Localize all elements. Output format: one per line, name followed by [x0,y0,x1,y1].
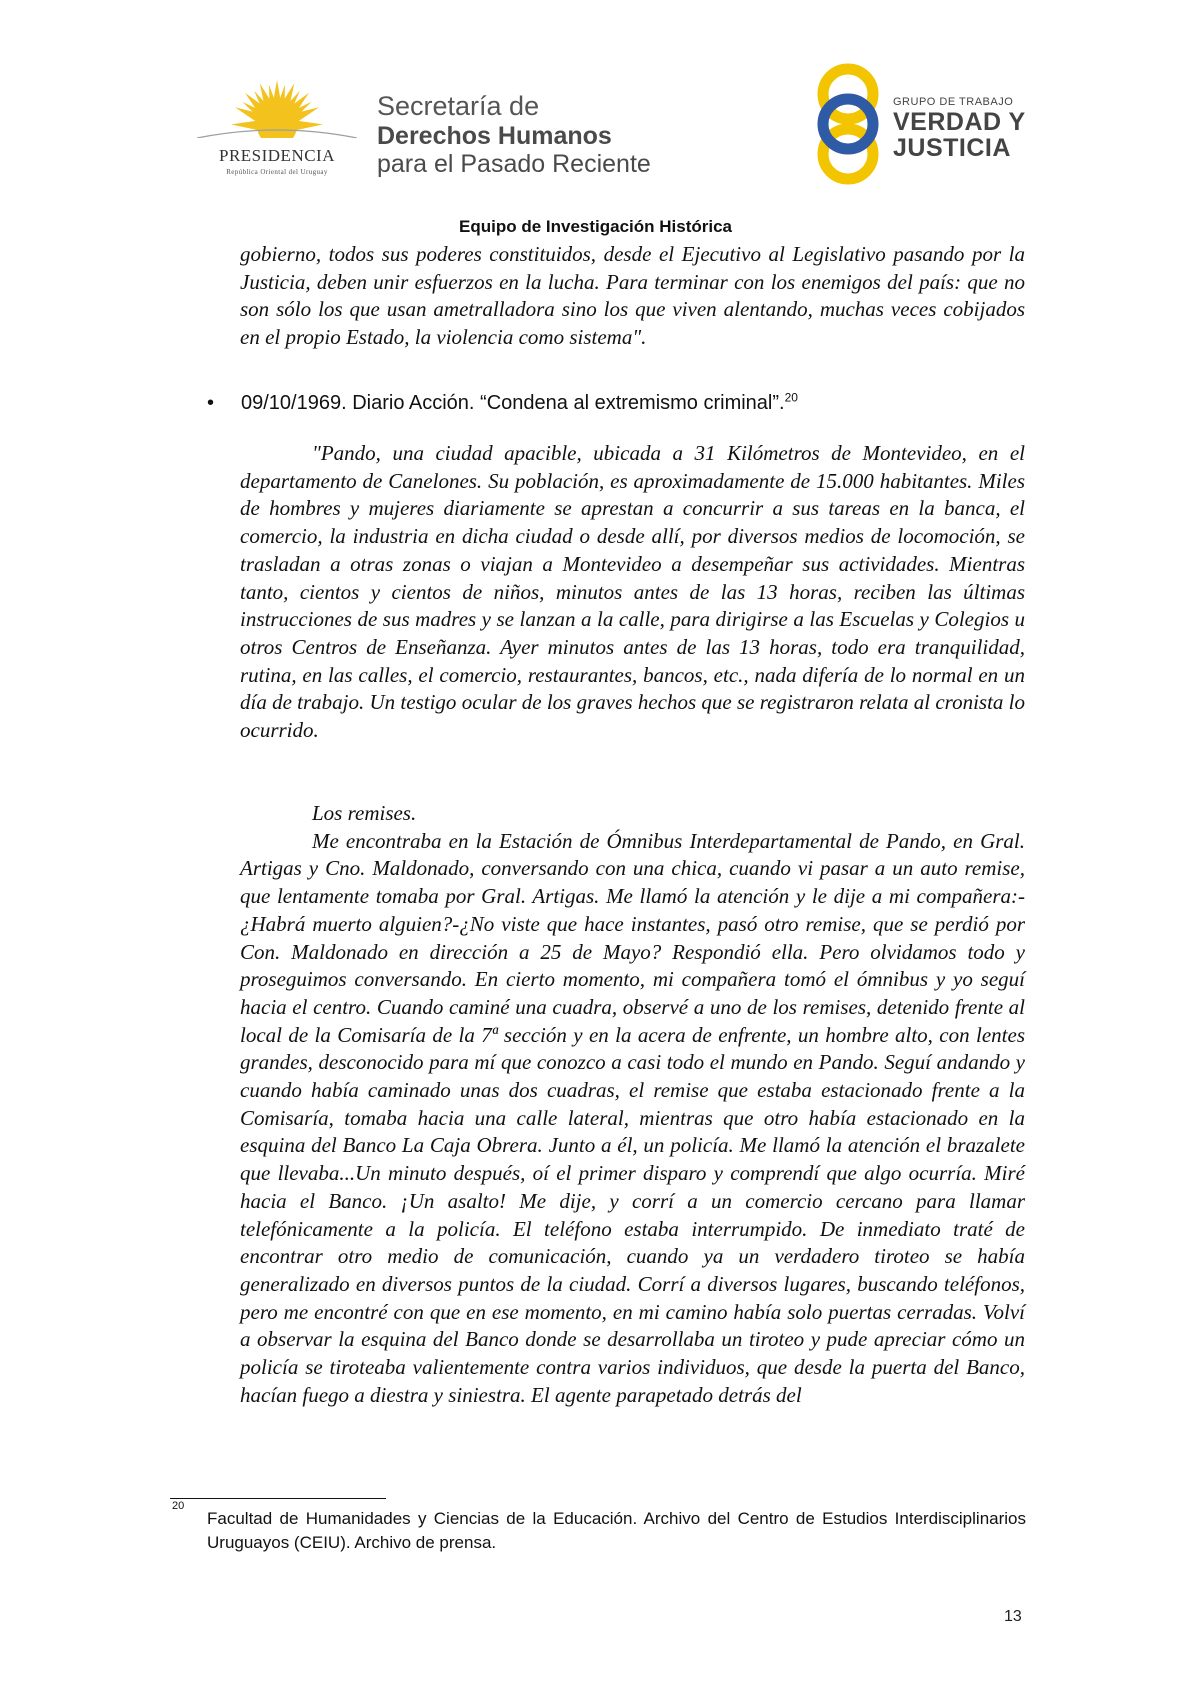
quote-continuation [240,241,1025,352]
grupo-line-1: VERDAD Y [893,108,1026,136]
footnote-text: Facultad de Humanidades y Ciencias de la Educación. Archivo del Centro de Estudios Interdisciplinarios Uruguayos (CEIU). Archivo de prensa. [207,1509,1026,1552]
grupo-small-label: GRUPO DE TRABAJO [893,96,1014,108]
secretaria-line-3: para el Pasado Reciente [377,150,651,178]
bullet-symbol: • [207,392,215,414]
secretaria-line-1: Secretaría de [377,91,540,121]
presidencia-logo [196,78,358,186]
article-paragraph-2 [240,800,1025,1409]
bullet-text: 09/10/1969. Diario Acción. “Condena al extremismo criminal”. [241,392,785,414]
secretaria-title [377,90,651,178]
sun-emblem-icon [196,78,358,148]
article-paragraph-1 [240,440,1025,745]
paragraph-2-text: Me encontraba en la Estación de Ómnibus Interdepartamental de Pando, en Gral. Artigas y Cno. Maldonado, conversando con una chica, cuando vi pasar a un auto remise, que lentamente tomaba por Gral. Artigas. Me llamó la atención y le dije a mi compañera:-¿Habrá muerto alguien?-¿No viste que hace instantes, pasó otro remise, que se perdió por Con. Maldonado en dirección a 25 de Mayo? Respondió ella. Pero olvidamos todo y proseguimos conversando. En cierto momento, mi compañera tomó el ómnibus y yo seguí hacia el centro. Cuando caminé una cuadra, observé a uno de los remises, detenido frente al local de la Comisaría de la 7ª sección y en la acera de enfrente, un hombre alto, con lentes grandes, desconocido para mí que conozco a casi todo el mundo en Pando. Seguí andando y cuando había caminado unas dos cuadras, el remise que estaba estacionado frente a la Comisaría, tomaba hacia una calle lateral, mientras que otro había estacionado en la esquina del Banco La Caja Obrera. Junto a él, un policía. Me llamó la atención el brazalete que llevaba...Un minuto después, oí el primer disparo y comprendí que algo ocurría. Miré hacia el Banco. ¡Un asalto! Me dije, y corrí a un comercio cercano para llamar telefónicamente a la policía. El teléfono estaba interrumpido. De inmediato traté de encontrar otro medio de comunicación, cuando ya un verdadero tiroteo se había generalizado en diversos puntos de la ciudad. Corrí a diversos lugares, buscando teléfonos, pero me encontré con que en ese momento, en mi camino había solo puertas cerradas. Volví a observar la esquina del Banco donde se desarrollaba un tiroteo y pude apreciar cómo un policía se tiroteaba valientemente contra varios individuos, que desde la puerta del Banco, hacían fuego a diestra y siniestra. El agente parapetado detrás del [240,828,1025,1407]
secretaria-line-2: Derechos Humanos [377,122,612,150]
presidencia-label: PRESIDENCIA [218,146,335,165]
footnote-separator [170,1498,386,1499]
bullet-item [207,392,798,415]
footnote-ref[interactable]: 20 [784,390,798,405]
grupo-line-2: JUSTICIA [893,134,1011,162]
quote-continuation-text: gobierno, todos sus poderes constituidos, desde el Ejecutivo al Legislativo pasando por la Justicia, deben unir esfuerzos en la lucha. Para terminar con los enemigos del país: que no son sólo los que usan ametralladora sino los que viven alentando, muchas veces cobijados en el propio Estado, la violencia como sistema". [240,242,1025,350]
team-heading: Equipo de Investigación Histórica [459,217,732,236]
page-number: 13 [1004,1608,1022,1625]
grupo-trabajo-label [893,96,1026,161]
document-page: PRESIDENCIA República Oriental del Uruguay Secretaría de Derechos Humanos para el Pasado Reciente GRUPO DE TRABAJO VERDAD Y JUSTICIA Equipo de Investigación Histórica gobierno, todos sus poderes constituidos, desde el Ejecutivo al Legislativo pasando por la Justicia, deben unir esfuerzos en la lucha. Para terminar con los enemigos del país: que no son sólo los que usan ametralladora sino los que viven alentando, muchas veces cobijados en el propio Estado, la violencia como sistema". • 09/10/1969. Diario Acción. “Condena al extremismo criminal”.$^{20}$ "Pando, una ciudad apacible, ubicada a 31 Kilómetros de Montevideo, en el departamento de Canelones. Su población, es aproximadamente de 15.000 habitantes. Miles de hombres y mujeres diariamente se aprestan a concurrir a sus tareas en la banca, el comercio, la industria en dicha ciudad o desde allí, por diversos medios de locomoción, se trasladan a otras zonas o viajan a Montevideo a desempeñar sus actividades. Mientras tanto, cientos y cientos de niños, minutos antes de las 13 horas, reciben las últimas instrucciones de sus madres y se lanzan a la calle, para dirigirse a las Escuelas y Colegios u otros Centros de Enseñanza. Ayer minutos antes de las 13 horas, todo era tranquilidad, rutina, en las calles, el comercio, restaurantes, bancos, etc., nada difería de lo normal en un día de trabajo. Un testigo ocular de los graves hechos que se registraron relata al cronista lo ocurrido. Los remises. Me encontraba en la Estación de Ómnibus Interdepartamental de Pando, en Gral. Artigas y Cno. Maldonado, conversando con una chica, cuando vi pasar a un auto remise, que lentamente tomaba por Gral. Artigas. Me llamó la atención y le dije a mi compañera:-¿Habrá muerto alguien?-¿No viste que hace instantes, pasó otro remise, que se perdió por Con. Maldonado en dirección a 25 de Mayo? Respondió ella. Pero olvidamos todo y proseguimos conversando. En cierto momento, mi compañera tomó el ómnibus y yo seguí hacia el centro. Cuando caminé una cuadra, observé a uno de los remises, detenido frente al local de la Comisaría de la 7ª sección y en la acera de enfrente, un hombre alto, con lentes grandes, desconocido para mí que conozco a casi todo el mundo en Pando. Seguí andando y cuando había caminado unas dos cuadras, el remise que estaba estacionado frente a la Comisaría, tomaba hacia una calle lateral, mientras que otro había estacionado en la esquina del Banco La Caja Obrera. Junto a él, un policía. Me llamó la atención el brazalete que llevaba...Un minuto después, oí el primer disparo y comprendí que algo ocurría. Miré hacia el Banco. ¡Un asalto! Me dije, y corrí a un comercio cercano para llamar telefónicamente a la policía. El teléfono estaba interrumpido. De inmediato traté de encontrar otro medio de comunicación, cuando ya un verdadero tiroteo se había generalizado en diversos puntos de la ciudad. Corrí a diversos lugares, buscando teléfonos, pero me encontré con que en ese momento, en mi camino había solo puertas cerradas. Volví a observar la esquina del Banco donde se desarrollaba un tiroteo y pude apreciar cómo un policía se tiroteaba valientemente contra varios individuos, que desde la puerta del Banco, hacían fuego a diestra y siniestra. El agente parapetado detrás del 20 Facultad de Humanidades y Ciencias de la Educación. Archivo del Centro de Estudios Interdisciplinarios Uruguayos (CEIU). Archivo de prensa. 13 [0,0,1191,1684]
verdad-justicia-rings-icon [808,60,892,188]
paragraph-1-text: "Pando, una ciudad apacible, ubicada a 31 Kilómetros de Montevideo, en el departamento de Canelones. Su población, es aproximadamente de 15.000 habitantes. Miles de hombres y mujeres diariamente se aprestan a concurrir a sus tareas en la banca, el comercio, la industria en dicha ciudad o desde allí, por diversos medios de locomoción, se trasladan a otras zonas o viajan a Montevideo a desempeñar sus actividades. Mientras tanto, cientos y cientos de niños, minutos antes de las 13 horas, reciben las últimas instrucciones de sus madres y se lanzan a la calle, para dirigirse a las Escuelas y Colegios u otros Centros de Enseñanza. Ayer minutos antes de las 13 horas, todo era tranquilidad, rutina, en las calles, el comercio, restaurantes, bancos, etc., nada difería de lo normal en un día de trabajo. Un testigo ocular de los graves hechos que se registraron relata al cronista lo ocurrido. [240,441,1025,743]
subheading: Los remises. [312,801,417,825]
presidencia-subtitle: República Oriental del Uruguay [226,168,328,176]
